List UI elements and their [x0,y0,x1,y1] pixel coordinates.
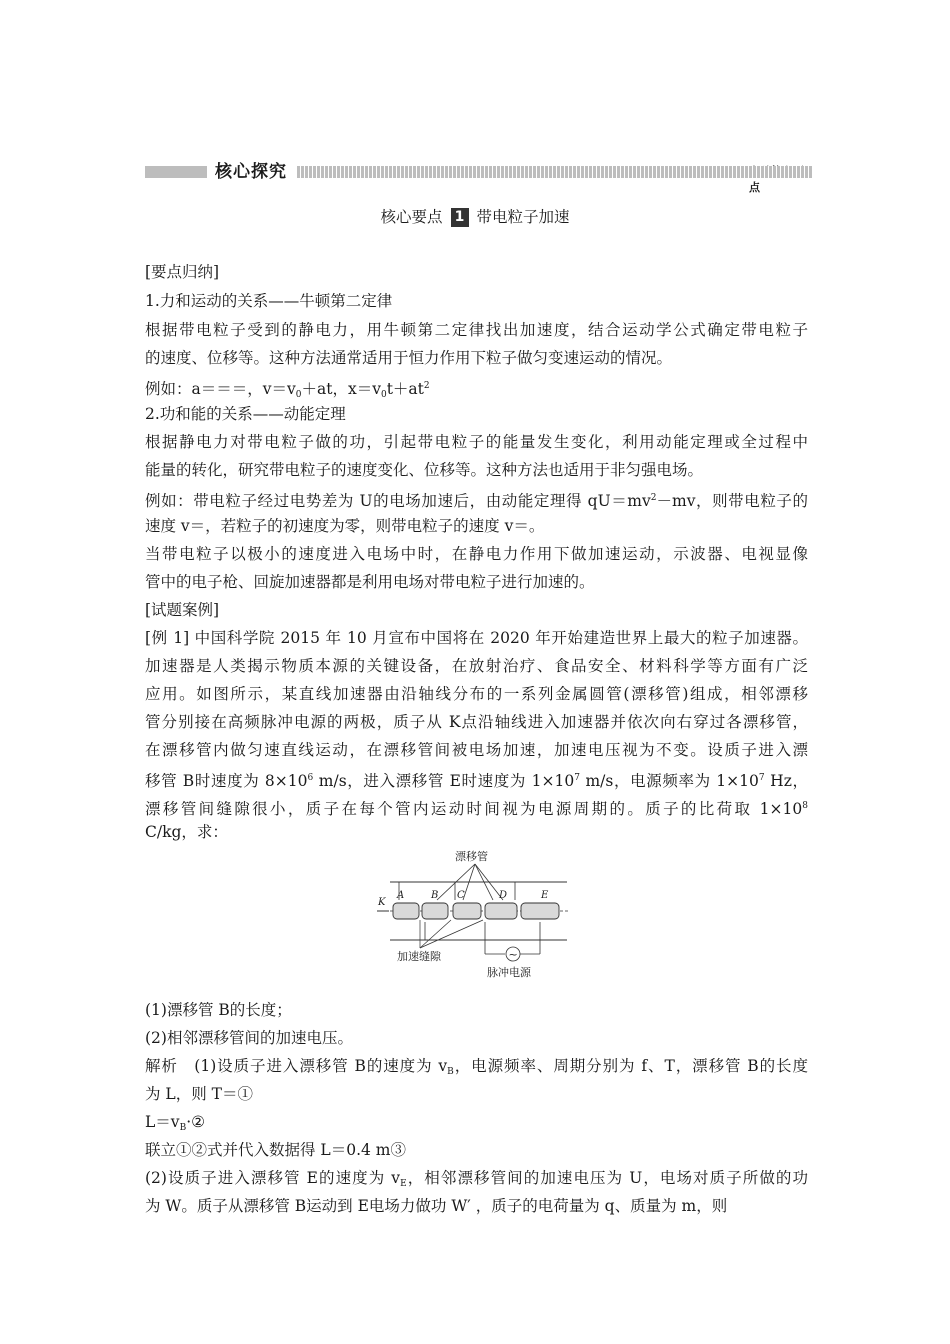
paragraph-line: 根据带电粒子受到的静电力，用牛顿第二定律找出加速度，结合运动学公式确定带电粒子 [145,321,808,339]
example-line: 管分别接在高频脉冲电源的两极，质子从 K点沿轴线进入加速器并依次向右穿过各漂移管， [145,713,808,731]
tube-label-c: C [457,890,465,901]
paragraph-line: 能量的转化，研究带电粒子的速度变化、位移等。这种方法也适用于非匀强电场。 [145,461,704,479]
tube-label-e: E [541,890,549,901]
banner-bar-left [145,166,207,178]
formula-line: 例如：a＝＝＝，$v=v_0+at$，$x=v_0t+at^2$ [145,380,430,400]
paragraph-line: 速度 v＝，若粒子的初速度为零，则带电粒子的速度 v＝。 [145,517,545,535]
section-number-badge: 1 [451,208,469,227]
k-point-label: K [378,897,386,908]
drift-tube-label: 漂移管 [455,850,488,863]
tube-label-d: D [499,890,508,901]
acceleration-gap-label: 加速缝隙 [397,950,441,963]
paragraph-line: 根据静电力对带电粒子做的功，引起带电粒子的能量发生变化，利用动能定理或全过程中 [145,433,808,451]
solution-line: 联立①②式并代入数据得 L＝0.4 m③ [145,1141,406,1159]
example-line: 在漂移管内做匀速直线运动，在漂移管间被电场加速，加速电压视为不变。设质子进入漂 [145,741,808,759]
bracket-heading-key-points: [要点归纳] [145,263,220,281]
solution-line: $L=v_B\cdot ②$ [145,1113,206,1133]
section-banner [145,160,813,194]
example-line: C/kg，求： [145,823,228,841]
paragraph-line: 当带电粒子以极小的速度进入电场中时，在静电力作用下做加速运动，示波器、电视显像 [145,545,808,563]
solution-line: 解析 (1)设质子进入漂移管 B的速度为 $v_B$，电源频率、周期分别为 f、T，漂移管 B的长度 [145,1057,808,1077]
paragraph-line: 的速度、位移等。这种方法通常适用于恒力作用下粒子做匀变速运动的情况。 [145,349,673,367]
section-heading [0,205,950,227]
solution-line: 为 W。质子从漂移管 B运动到 E电场力做功 W′ ，质子的电荷量为 q、质量为 m，则 [145,1197,728,1215]
banner-tag: 点 [749,181,760,194]
solution-line: 为 L，则 T＝① [145,1085,253,1103]
banner-bar-middle [297,166,745,178]
tube-label-a: A [397,890,405,901]
banner-title: 核心探究 [215,162,287,182]
question-1: (1)漂移管 B的长度； [145,1001,292,1019]
subheading-work-energy: 2.功和能的关系——动能定理 [145,405,346,423]
example-line: 应用。如图所示，某直线加速器由沿轴线分布的一系列金属圆管(漂移管)组成，相邻漂移 [145,685,808,703]
solution-line: (2)设质子进入漂移管 E的速度为 $v_E$，相邻漂移管间的加速电压为 U，电场对质子所做的功 [145,1169,808,1189]
linear-accelerator-diagram [375,848,575,983]
formula-line: 例如：带电粒子经过电势差为 U的电场加速后，由动能定理得 $qU=mv^2-mv$，则带电粒子的 [145,492,808,510]
section-title-text: 带电粒子加速 [476,208,570,226]
section-prefix: 核心要点 [380,208,443,226]
question-2: (2)相邻漂移管间的加速电压。 [145,1029,353,1047]
pulse-source-label: 脉冲电源 [487,966,531,979]
example-line: 移管 B时速度为 $8\times 10^6$ m/s，进入漂移管 E时速度为 $1\times 10^7$ m/s，电源频率为 $1\times 10^7$ Hz， [145,772,808,790]
example-line: 加速器是人类揭示物质本源的关键设备，在放射治疗、食品安全、材料科学等方面有广泛 [145,657,808,675]
source-symbol: ~ [508,948,518,961]
banner-bar-right [745,166,813,178]
paragraph-line: 管中的电子枪、回旋加速器都是利用电场对带电粒子进行加速的。 [145,573,595,591]
example-line: 漂移管间缝隙很小，质子在每个管内运动时间视为电源周期的。质子的比荷取 $1\times 10^8$ [145,800,808,818]
bracket-heading-examples: [试题案例] [145,601,220,619]
example-line: [例 1] 中国科学院 2015 年 10 月宣布中国将在 2020 年开始建造世界上最大的粒子加速器。 [145,629,808,647]
subheading-force-motion: 1.力和运动的关系——牛顿第二定律 [145,292,393,310]
tube-label-b: B [431,890,439,901]
